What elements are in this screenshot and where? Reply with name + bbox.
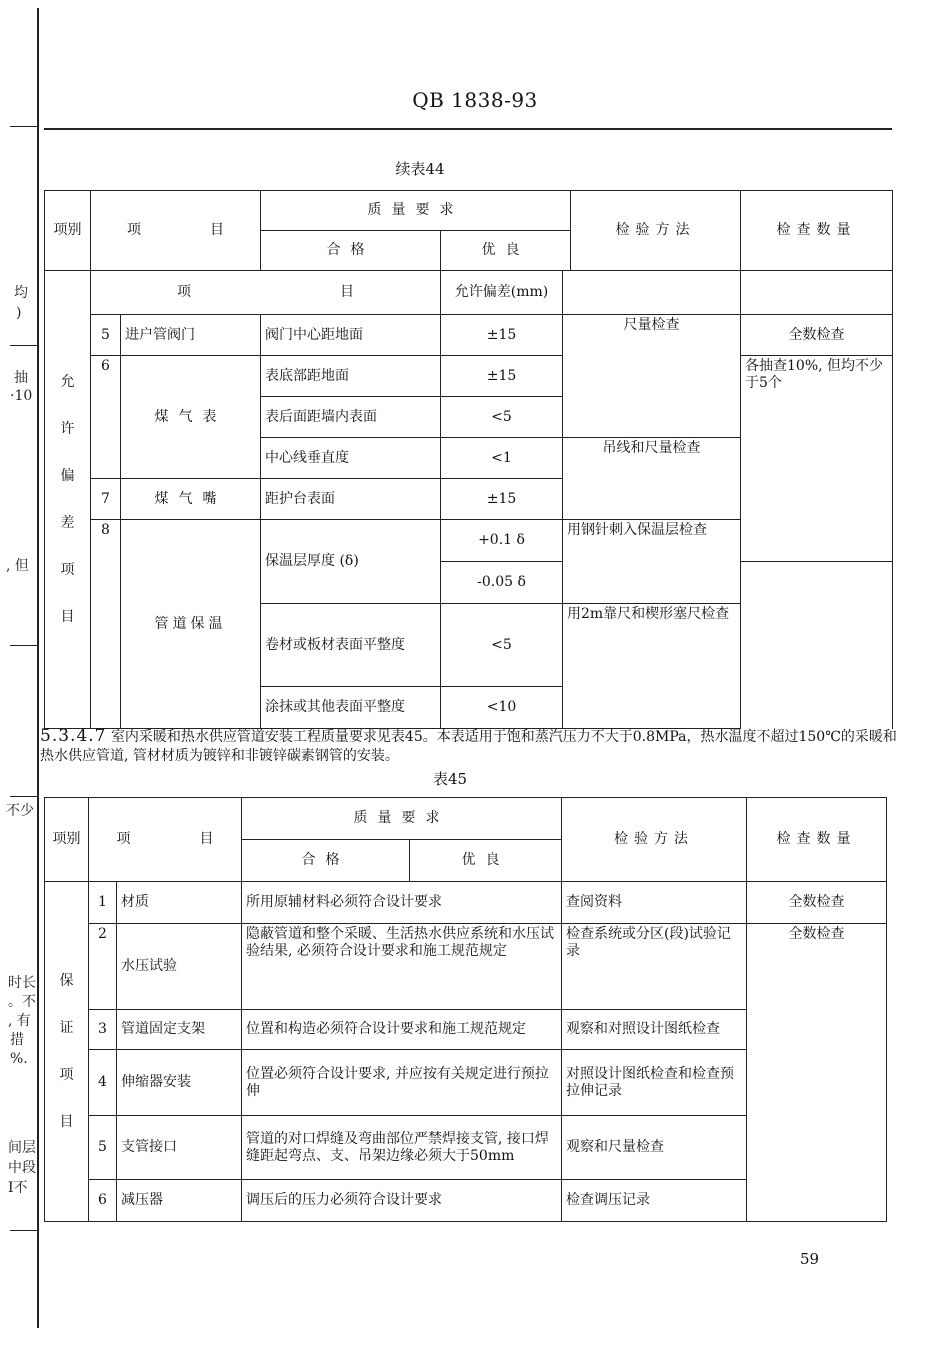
table45 [44,797,887,1222]
header-item [89,798,242,882]
row-number: 7 [91,479,121,520]
item-name: 管道保温 [121,520,261,729]
margin-fragment: 均 [14,285,28,301]
header-category: 项别 [45,191,91,271]
inspection-quantity: 各抽查10%, 但均不少于5个 [741,356,893,562]
row-number: 8 [91,520,121,729]
category-char: 差 [60,514,75,531]
table44 [44,190,893,729]
check-point: 表后面距墙内表面 [261,397,441,438]
margin-fragment: 中段 [8,1160,36,1176]
clause-paragraph [40,727,900,766]
item-name: 进户管阀门 [121,315,261,356]
tolerance-value: <10 [441,687,563,729]
margin-fragment: , 有 [8,1013,31,1029]
row-number: 2 [89,924,117,1010]
check-point: 涂抹或其他表面平整度 [261,687,441,729]
category-char: 保 [59,972,74,989]
requirement-text: 所用原辅材料必须符合设计要求 [242,882,562,924]
tolerance-value: <1 [441,438,563,479]
requirement-text: 位置和构造必须符合设计要求和施工规范规定 [242,1010,562,1050]
category-char: 目 [60,608,75,625]
category-char: 证 [59,1019,74,1036]
inspection-method: 查阅资料 [562,882,747,924]
inspection-quantity: 全数检查 [747,882,887,924]
subheader-tolerance: 允许偏差(mm) [441,271,563,315]
margin-fragment: , 但 [6,558,29,574]
inspection-quantity: 全数检查 [747,924,887,1222]
header-item-a: 项 [127,222,142,238]
item-name: 伸缩器安装 [117,1050,242,1116]
item-name: 管道固定支架 [117,1010,242,1050]
category-char: 项 [59,1066,74,1083]
inspection-method: 观察和对照设计图纸检查 [562,1010,747,1050]
margin-fragment: ) [16,305,22,321]
row-number: 3 [89,1010,117,1050]
header-quantity: 检查数量 [741,191,893,271]
item-name: 煤气表 [121,356,261,479]
category-char: 项 [60,561,75,578]
check-point: 表底部距地面 [261,356,441,397]
tolerance-value: ±15 [441,315,563,356]
item-name: 减压器 [117,1180,242,1222]
binding-line [37,8,39,1328]
margin-rule [10,645,38,646]
table44-caption: 续表44 [395,160,445,178]
margin-rule [10,796,38,797]
subheader-item-b: 目 [339,284,354,300]
clause-number: 5.3.4.7 [40,726,107,746]
header-rule [44,128,892,130]
category-guarantee [45,882,89,1222]
margin-fragment: 不少 [6,803,34,819]
margin-rule [10,126,38,127]
page-number: 59 [800,1250,820,1268]
item-name: 支管接口 [117,1116,242,1180]
item-name: 材质 [117,882,242,924]
tolerance-value: <5 [441,604,563,687]
item-name: 煤气嘴 [121,479,261,520]
category-allowed-deviation [45,271,91,729]
check-point: 卷材或板材表面平整度 [261,604,441,687]
row-number: 6 [91,356,121,479]
table45-caption: 表45 [432,770,468,788]
header-quantity: 检查数量 [747,798,887,882]
inspection-method: 吊线和尺量检查 [563,438,741,520]
row-number: 1 [89,882,117,924]
inspection-method: 观察和尺量检查 [562,1116,747,1180]
inspection-method: 用钢针刺入保温层检查 [563,520,741,604]
margin-fragment: 抽 [14,370,28,386]
requirement-text: 调压后的压力必须符合设计要求 [242,1180,562,1222]
category-char: 偏 [60,467,75,484]
check-point: 阀门中心距地面 [261,315,441,356]
requirement-text: 管道的对口焊缝及弯曲部位严禁焊接支管, 接口焊缝距起弯点、支、吊架边缘必须大于50mm [242,1116,562,1180]
row-number: 6 [89,1180,117,1222]
row-number: 4 [89,1050,117,1116]
margin-fragment: 。不 [8,994,36,1010]
margin-fragment: 措 [10,1032,24,1048]
category-char: 许 [60,420,75,437]
header-item [91,191,261,271]
margin-fragment: I不 [8,1180,28,1196]
inspection-method: 检查调压记录 [562,1180,747,1222]
header-category: 项别 [45,798,89,882]
category-char: 允 [60,373,75,390]
category-char: 目 [59,1113,74,1130]
inspection-method: 用2m靠尺和楔形塞尺检查 [563,604,741,729]
margin-rule [10,1230,38,1231]
margin-rule [10,345,38,346]
margin-fragment: %. [10,1051,28,1067]
tolerance-value: <5 [441,397,563,438]
document-id: QB 1838-93 [412,88,538,112]
requirement-text: 隐蔽管道和整个采暖、生活热水供应系统和水压试验结果, 必须符合设计要求和施工规范规定 [242,924,562,1010]
header-excellent: 优良 [441,231,571,271]
tolerance-value: +0.1 δ [441,520,563,562]
row-number: 5 [91,315,121,356]
margin-fragment: 时长 [8,975,36,991]
requirement-text: 位置必须符合设计要求, 并应按有关规定进行预拉伸 [242,1050,562,1116]
header-pass: 合格 [242,840,410,882]
header-quality: 质量要求 [261,191,571,231]
header-method: 检验方法 [562,798,747,882]
subheader-item [91,271,441,315]
header-method: 检验方法 [571,191,741,271]
row-number: 5 [89,1116,117,1180]
margin-fragment: 间层 [8,1140,36,1156]
tolerance-value: ±15 [441,356,563,397]
header-quality: 质量要求 [242,798,562,840]
margin-fragment: ·10 [10,388,33,404]
tolerance-value: -0.05 δ [441,562,563,604]
header-item-b: 目 [209,222,224,238]
header-pass: 合格 [261,231,441,271]
tolerance-value: ±15 [441,479,563,520]
subheader-item-a: 项 [177,284,192,300]
header-item-b: 目 [199,831,214,847]
header-excellent: 优良 [410,840,562,882]
clause-text: 室内采暖和热水供应管道安装工程质量要求见表45。本表适用于饱和蒸汽压力不大于0.8MPa，热水温度不超过150℃的采暖和热水供应管道, 管材材质为镀锌和非镀锌碳素钢管的安装。 [40,729,897,764]
inspection-method: 尺量检查 [563,315,741,438]
item-name: 水压试验 [117,924,242,1010]
inspection-quantity: 全数检查 [741,315,893,356]
inspection-method: 对照设计图纸检查和检查预拉伸记录 [562,1050,747,1116]
check-point: 保温层厚度 (δ) [261,520,441,604]
check-point: 中心线垂直度 [261,438,441,479]
check-point: 距护台表面 [261,479,441,520]
inspection-method: 检查系统或分区(段)试验记录 [562,924,747,1010]
header-item-a: 项 [116,831,131,847]
